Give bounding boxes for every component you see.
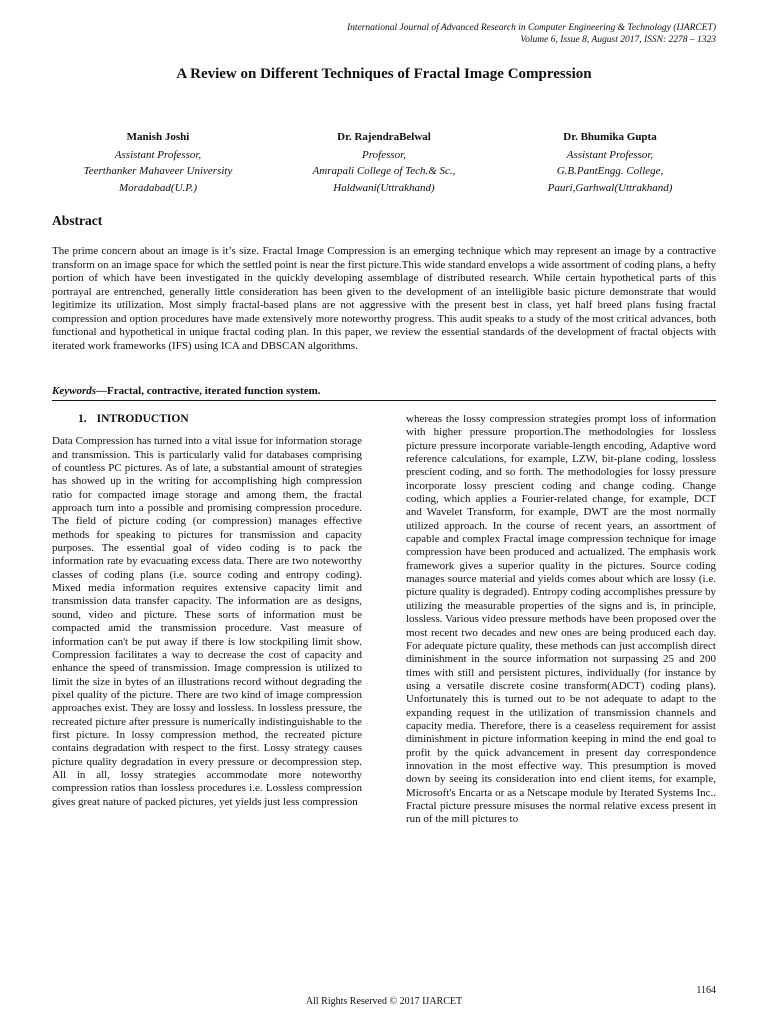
introduction-paragraph-right: whereas the lossy compression strategies prompt loss of information with higher pressure proportion.The methodologies for lossless picture pressure incorporate variable-length encoding, Adaptive word reference calculations, for example, LZW, bit-plane coding, lossless prescient coding, and so forth. The methodologies for lossy pressure incorporate lossy prescient coding and change coding. Change coding, which applies a Fourier-related change, for example, DCT and Wavelet Transform, for example, DWT are the most normally utilized approach. In the course of recent years, an assortment of capable and complex Fractal image compression technique for image compression have been produced and actualized. The emphasis work framework gives a superior quality in the pictures. Source coding manages source material and yields comes about which are lossy (i.e. picture quality is degraded). Entropy coding accomplishes pressure by utilizing the measurable properties of the signs and is, in principle, lossless. Various video pressure methods have been proposed over the most recent two decades and new ones are being produced each day. For adequate picture quality, these methods can just accomplish direct diminishment in the source information not surpassing 25 and 200 times with still and persistent pictures, individually (for instance by using a versatile discrete cosine transform(ADCT) coding plans). Unfortunately this is turned out to be not adequate to adapt to the expanding request in the utilization of transmission channels and capacity media. Therefore, there is a ceaseless requirement for assist diminishment in picture information keeping in mind the end goal to profit by the quick advancement in present day correspondence innovation in the most effective way. This presumption is moved down by seeing its consideration into end client items, for example, Microsoft's Encarta or as a Netscape module by Iterated Systems Inc.. Fractal picture pressure misuses the normal relative excess present in run of the mill pictures to [406,413,716,826]
abstract-heading: Abstract [52,213,103,228]
author-location: Haldwani(Uttrakhand) [333,181,435,194]
keywords-divider [52,400,716,401]
journal-name: International Journal of Advanced Research in Computer Engineering & Technology (IJARCET) [346,23,716,33]
journal-volume: Volume 6, Issue 8, August 2017, ISSN: 2278 – 1323 [520,35,716,45]
author-position: Assistant Professor, [566,148,654,161]
author-location: Pauri,Garhwal(Uttrakhand) [547,181,673,194]
left-column [52,413,362,809]
author-affiliation: Teerthanker Mahaveer University [83,165,233,177]
author-block-3 [500,129,720,196]
paper-title: A Review on Different Techniques of Fractal Image Compression [176,66,592,82]
author-name: Dr. RajendraBelwal [337,131,431,143]
introduction-paragraph-left: Data Compression has turned into a vital issue for information storage and transmission. This is particularly valid for databases comprising of countless PC pictures. As of late, a substantial amount of strategies has showed up in the writing for accomplishing high compression ratio for compacted image storage and among them, the fractal approach turn into a possible and promising compression procedure. The field of picture coding (or compression) manages effective methods for speaking to pictures for transmission and capacity purposes. The essential goal of video coding is to pack the information rate by evacuating excess data. There are two noteworthy classes of coding plans (i.e. source coding and entropy coding). Mixed media information requires extensive capacity limit and transmission data transfer capacity. The information are as designs, sound, video and picture. These sorts of information must be compacted amid the transmission procedure. Vast measure of information can't be put away if there is low stockpiling limit show. Compression facilitates a way to decrease the cost of capacity and enhance the speed of transmission. Image compression is utilized to limit the size in bytes of an illustrations record without degrading the pixel quality of the picture. There are two kind of image compression approaches exist. They are lossy and lossless. In lossless pressure, the recreated picture after pressure is numerically indistinguishable to the first picture. In lossy compression method, the recreated picture contains degradation with respect to the first. Lossy strategy causes picture quality degradation in every pressure or decompression step. All in all, lossy strategies accommodate more noteworthy compression ratios than lossless procedures i.e. Lossless compression gives great nature of packed pictures, yet yields just less compression [52,435,362,808]
author-name: Manish Joshi [126,131,190,143]
author-location: Moradabad(U.P.) [118,181,197,194]
section-heading-introduction [78,413,362,426]
journal-header [196,22,716,46]
author-name: Dr. Bhumika Gupta [563,131,657,143]
page-number: 1164 [696,985,716,996]
author-position: Professor, [362,148,406,161]
right-column [406,413,716,827]
keywords-line [52,385,716,397]
author-block-1 [48,129,268,196]
abstract-body: The prime concern about an image is it’s size. Fractal Image Compression is an emerging technique which may represent an image by a contractive transform on an image space for which the settled point is near the first picture.This wide standard envelops a wide assortment of coding plans, a hefty portion of which have been investigated in the quickly developing assemblage of distributed research. While certain hypothetical parts of this portrayal are entrenched, generally little consideration has been given to the development of an intelligible basic picture demonstrate that would legitimize its utilization. Most simply fractal-based plans are not aggressive with the present best in class, yet half breed plans fusing fractal compression and option procedures have made extensively more noteworthy progress. This audit speaks to a study of the most critical advances, both functional and hypothetical in unique fractal coding plan. In this paper, we review the essential standards of the development of fractal objects with iterated work frameworks (IFS) using ICA and DBSCAN algorithms. [52,245,716,352]
author-affiliation: G.B.PantEngg. College, [556,165,664,177]
author-position: Assistant Professor, [114,148,202,161]
copyright-footer: All Rights Reserved © 2017 IJARCET [305,996,463,1007]
author-block-2 [274,129,494,196]
section-title: INTRODUCTION [96,413,189,425]
keywords-text: —Fractal, contractive, iterated function system. [96,385,321,397]
author-affiliation: Amrapali College of Tech.& Sc., [312,165,456,177]
section-number: 1. [78,413,87,425]
keywords-label: Keywords [52,385,96,397]
